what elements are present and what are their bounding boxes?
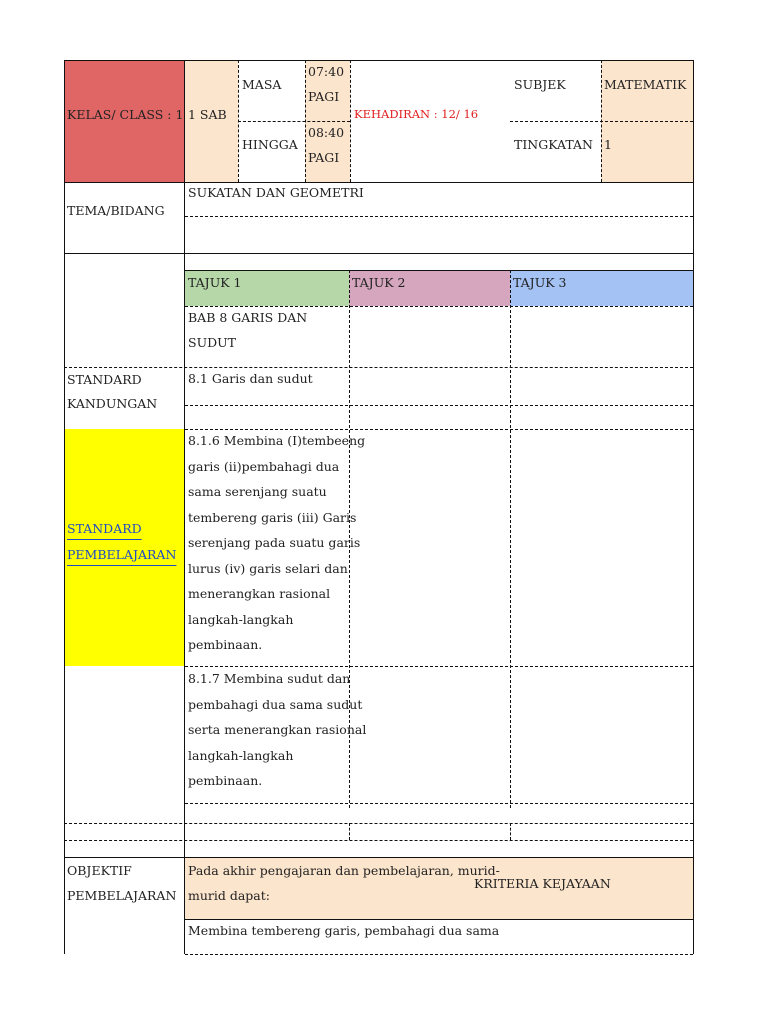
header-divider-3	[350, 60, 351, 182]
sp2-line: pembahagi dua sama sudut	[188, 696, 363, 712]
sp1-line: garis (ii)pembahagi dua	[188, 458, 340, 474]
sp-bottom-line	[185, 803, 693, 804]
sk-label-line1: STANDARD	[67, 372, 142, 387]
table-top-border	[64, 60, 694, 61]
tema-inner-line	[185, 216, 693, 217]
sp1-line: menerangkan rasional	[188, 586, 331, 601]
sp1-line: sama serenjang suatu	[188, 484, 327, 499]
kehadiran-text: KEHADIRAN : 12/ 16	[354, 107, 479, 121]
kelas-value: 1 SAB	[188, 107, 227, 122]
spacer-line-1	[64, 823, 693, 824]
tajuk1-content-line1: BAB 8 GARIS DAN	[188, 310, 308, 325]
objektif-intro-line2: murid dapat:	[188, 888, 270, 903]
kriteria-kejayaan-label: KRITERIA KEJAYAAN	[474, 876, 611, 891]
sp2-line: langkah-langkah	[188, 747, 294, 763]
tajuk1-label: TAJUK 1	[188, 275, 242, 290]
masa-time: 07:40	[308, 64, 345, 79]
tajuk2-label: TAJUK 2	[352, 275, 406, 290]
sk-top-line	[64, 367, 693, 368]
table-right-border-lower	[693, 270, 694, 954]
sk-inner-line	[185, 405, 693, 406]
sp1-line: pembinaan.	[188, 637, 263, 652]
sk-label-line2: KANDUNGAN	[67, 396, 158, 411]
masa-label: MASA	[242, 77, 282, 92]
kelas-label: KELAS/ CLASS : 1	[67, 107, 184, 122]
hingga-label: HINGGA	[242, 137, 298, 152]
header-mid-line-right	[510, 121, 693, 122]
tingkatan-value: 1	[604, 137, 612, 152]
objektif-item-1: Membina tembereng garis, pembahagi dua sama	[188, 923, 500, 938]
hingga-time: 08:40	[308, 125, 345, 140]
sp1-line: serenjang pada suatu garis	[188, 535, 361, 550]
spacer-divider-2	[510, 823, 511, 840]
tajuk1-content-line2: SUDUT	[188, 335, 236, 350]
hingga-period: PAGI	[308, 150, 340, 165]
objektif-item-line	[185, 954, 693, 955]
subjek-value: MATEMATIK	[604, 77, 687, 92]
label-column-border	[184, 60, 185, 954]
table-right-border	[693, 60, 694, 287]
sk-value: 8.1 Garis dan sudut	[188, 371, 313, 386]
tema-label: TEMA/BIDANG	[67, 203, 165, 218]
sp1-line: lurus (iv) garis selari dan	[188, 560, 348, 576]
sp1-line: 8.1.6 Membina (I)tembeeng	[188, 433, 366, 448]
table-left-border	[64, 60, 65, 954]
sp-label-line1[interactable]: STANDARD	[67, 521, 142, 536]
sp-label-line2[interactable]: PEMBELAJARAN	[67, 547, 177, 562]
spacer-line-2	[64, 840, 693, 841]
tajuk-header-top	[185, 270, 694, 271]
subjek-label: SUBJEK	[514, 77, 566, 92]
row-border-header	[64, 182, 694, 183]
tajuk-col-divider-2	[510, 270, 511, 808]
masa-period: PAGI	[308, 89, 340, 104]
spacer-divider-1	[349, 823, 350, 840]
sp2-line: 8.1.7 Membina sudut dan	[188, 671, 351, 686]
sp1-line: langkah-langkah	[188, 611, 294, 627]
tema-value: SUKATAN DAN GEOMETRI	[188, 185, 364, 200]
sp2-line: pembinaan.	[188, 773, 263, 788]
tajuk3-label: TAJUK 3	[513, 275, 567, 290]
objektif-label-line2: PEMBELAJARAN	[67, 888, 177, 903]
objektif-label-line1: OBJEKTIF	[67, 863, 132, 878]
sp1-line: tembereng garis (iii) Garis	[188, 509, 357, 525]
sp2-line: serta menerangkan rasional	[188, 722, 367, 737]
objektif-intro-line1: Pada akhir pengajaran dan pembelajaran, murid-	[188, 863, 500, 878]
tingkatan-label: TINGKATAN	[514, 137, 593, 152]
row-border-tema	[64, 253, 694, 254]
